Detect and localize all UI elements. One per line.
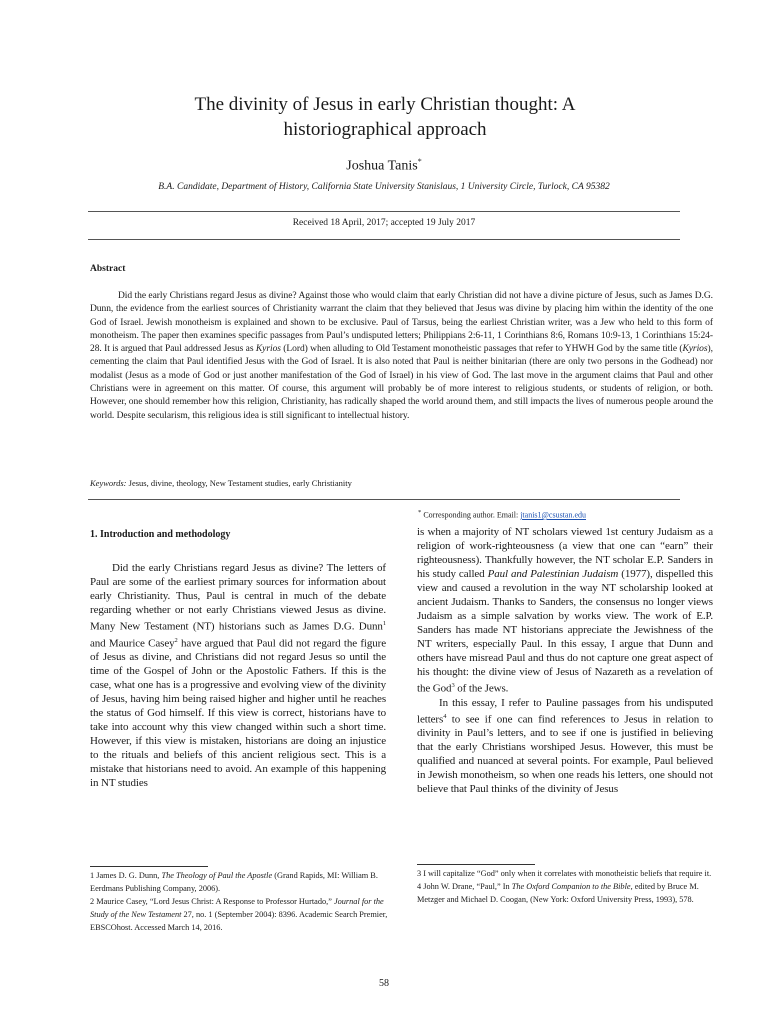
footnote-2-a: 2 Maurice Casey, “Lord Jesus Christ: A Response to Professor Hurtado,” <box>90 897 334 906</box>
footnote-2-title: Journal for the Study of the New Testament <box>90 897 384 919</box>
corresponding-label: Corresponding author. Email: <box>421 510 521 520</box>
abstract-text-1: Did the early Christians regard Jesus as divine? Against those who would claim that early Christian did not have a divine picture of Jesus, such as James D.G. Dunn, the evidence from the earliest sources of Christianity warrant the claim that they believed that Jesus was divine by placing him within the identity of the one God of Israel. Jewish monotheism is explained and shown to be exclusive. Paul of Tarsus, being the earliest Christian writer, was a Jew who held to this form of monotheism. The paper then examines specific passages from Paul’s undisputed letters; Philippians 2:6-11, 1 Corinthians 8:6, Romans 10:9-13, 1 Corinthians 15:24-28. It is argued that Paul addressed Jesus as <box>90 291 713 355</box>
footnote-2-b: 27, no. 1 (September 2004): 8396. Academic Search Premier, EBSCOhost. Accessed March 14, 2016. <box>90 910 388 932</box>
footnote-4-a: 4 John W. Drane, “Paul,” In <box>417 882 512 891</box>
left-paragraph <box>90 561 386 790</box>
corresponding-mark: * <box>418 509 422 516</box>
footnote-rule-right <box>417 864 535 865</box>
footnote-1-b: (Grand Rapids, MI: William B. Eerdmans Publishing Company, 2006). <box>90 871 378 893</box>
footnotes-left <box>90 869 390 934</box>
footnote-1-a: 1 James D. G. Dunn, <box>90 871 162 880</box>
right-text-a: is when a majority of NT scholars viewed 1st century Judaism as a religion of work-righteousness (a view that one can “earn” their righteousness). Thankfully however, the NT scholar E.P. Sanders in his study called <box>417 526 713 580</box>
corresponding-author <box>418 509 586 520</box>
header-rule-top <box>88 211 680 212</box>
abstract-kyrios-1: Kyrios <box>255 344 281 355</box>
right-text-p2b: to see if one can find references to Jesus in relation to divinity in Paul’s letters, and to see if one is justified in believing that the early Christians worshiped Jesus. However, this must be qualified and nuanced at several points. For example, Paul believed in Jewish monotheism, so when one reads his letters, one should not believe that Paul thinks of the divinity of Jesus <box>417 713 713 796</box>
footnote-2 <box>90 895 390 934</box>
right-text-p2a: In this essay, I refer to Pauline passages from his undisputed letters <box>417 696 713 726</box>
footnote-4 <box>417 880 717 906</box>
abstract-heading: Abstract <box>90 264 126 274</box>
right-paragraph-1 <box>417 525 713 696</box>
left-text-a: Did the early Christians regard Jesus as divine? The letters of Paul are some of the earliest primary sources for information about early Christianity. Thus, Paul is central in much of the debate regarding whether or not early Christians viewed Jesus as divine. Many New Testament (NT) historians such as James D.G. Dunn <box>90 562 386 633</box>
right-text-c: of the Jews. <box>454 682 509 695</box>
received-dates: Received 18 April, 2017; accepted 19 July 2017 <box>292 218 476 228</box>
keywords <box>90 478 352 488</box>
abstract-text-3: ), cementing the claim that Paul identified Jesus with the God of Israel. It is also noted that Paul is neither binitarian (there are only two persons in the Godhead) nor modalist (Jesus as a mode of God or just another manifestation of the God of Israel) in his view of God. The last move in the argument claims that Paul and other Christians were in agreement on this matter. Of course, this argument will probably be of more interest to religious students, or students of religion, or both. However, one should remember how this religion, Christianity, has radically shaped the world around them, and still impacts the lives of numerous people around the world. Despite secularism, this religious idea is still significant to intellectual history. <box>90 344 713 421</box>
author-mark: * <box>417 157 422 166</box>
body-left-column <box>90 561 386 790</box>
body-right-column <box>417 525 713 796</box>
abstract-kyrios-2: Kyrios <box>682 344 708 355</box>
footnote-rule-left <box>90 866 208 867</box>
footnote-1 <box>90 869 390 895</box>
footnotes-right <box>417 867 717 906</box>
footnote-ref-4: 4 <box>443 712 447 720</box>
footnote-4-title: The Oxford Companion to the Bible <box>511 882 631 891</box>
right-book-title: Paul and Palestinian Judaism <box>487 568 619 580</box>
author-text: Joshua Tanis <box>346 158 418 174</box>
author-affiliation: B.A. Candidate, Department of History, California State University Stanislaus, 1 University Circle, Turlock, CA 95382 <box>158 182 610 192</box>
left-text-c: have argued that Paul did not regard the figure of Jesus as divine, and Christians did not regard Jesus so until the time of the Gospel of John or the Apostolic Fathers. If this is the case, what one has is a progressive and evolving view of the divinity of Jesus, having him being raised higher and higher until he reaches the status of God himself. If this view is correct, historians have to take into account why this view changed within such a short time. However, if this view is mistaken, historians are doing an injustice to the rituals and beliefs of this ancient religious sect. This is a mistake that historians need to avoid. An example of this happening in NT studies <box>90 637 386 790</box>
footnote-1-title: The Theology of Paul the Apostle <box>161 871 273 880</box>
right-text-b: (1977), dispelled this view and caused a revolution in the way NT scholarship looked at ancient Judaism. Thanks to Sanders, the consensus no longer views Judaism as a simple salvation by works view. The work of E.P. Sanders has made NT historians appreciate the Jewishness of the NT writers, especially Paul. In this essay, I argue that Dunn and others have misread Paul and thus do not capture one great aspect of his thought: the divine view of Jesus of Nazareth as a revelation of the God <box>417 568 713 695</box>
footnote-ref-3: 3 <box>451 682 455 689</box>
abstract-rule <box>88 499 680 500</box>
footnote-4-b: , edited by Bruce M. Metzger and Michael D. Coogan, (New York: Oxford University Press, 1993), 578. <box>417 882 699 904</box>
abstract-body <box>90 290 713 423</box>
page-number: 58 <box>379 978 389 989</box>
article-title: The divinity of Jesus in early Christian thought: A historiographical approach <box>194 94 576 140</box>
footnote-3: 3 I will capitalize “God” only when it correlates with monotheistic beliefs that require it. <box>417 869 712 878</box>
author-name <box>0 157 768 175</box>
footnote-ref-1: 1 <box>382 620 386 627</box>
keywords-text: Jesus, divine, theology, New Testament studies, early Christianity <box>126 478 352 488</box>
left-text-b: and Maurice Casey <box>90 637 175 650</box>
right-paragraph-2 <box>417 696 713 797</box>
keywords-label: Keywords: <box>90 478 127 488</box>
corresponding-email-link[interactable]: jtanis1@csustan.edu <box>520 510 587 520</box>
abstract-text-2: (Lord) when alluding to Old Testament monotheistic passages that refer to YHWH God by the same title ( <box>280 344 683 355</box>
footnote-ref-2: 2 <box>174 636 178 644</box>
header-rule-bottom <box>88 239 680 240</box>
section-heading: 1. Introduction and methodology <box>90 529 231 540</box>
